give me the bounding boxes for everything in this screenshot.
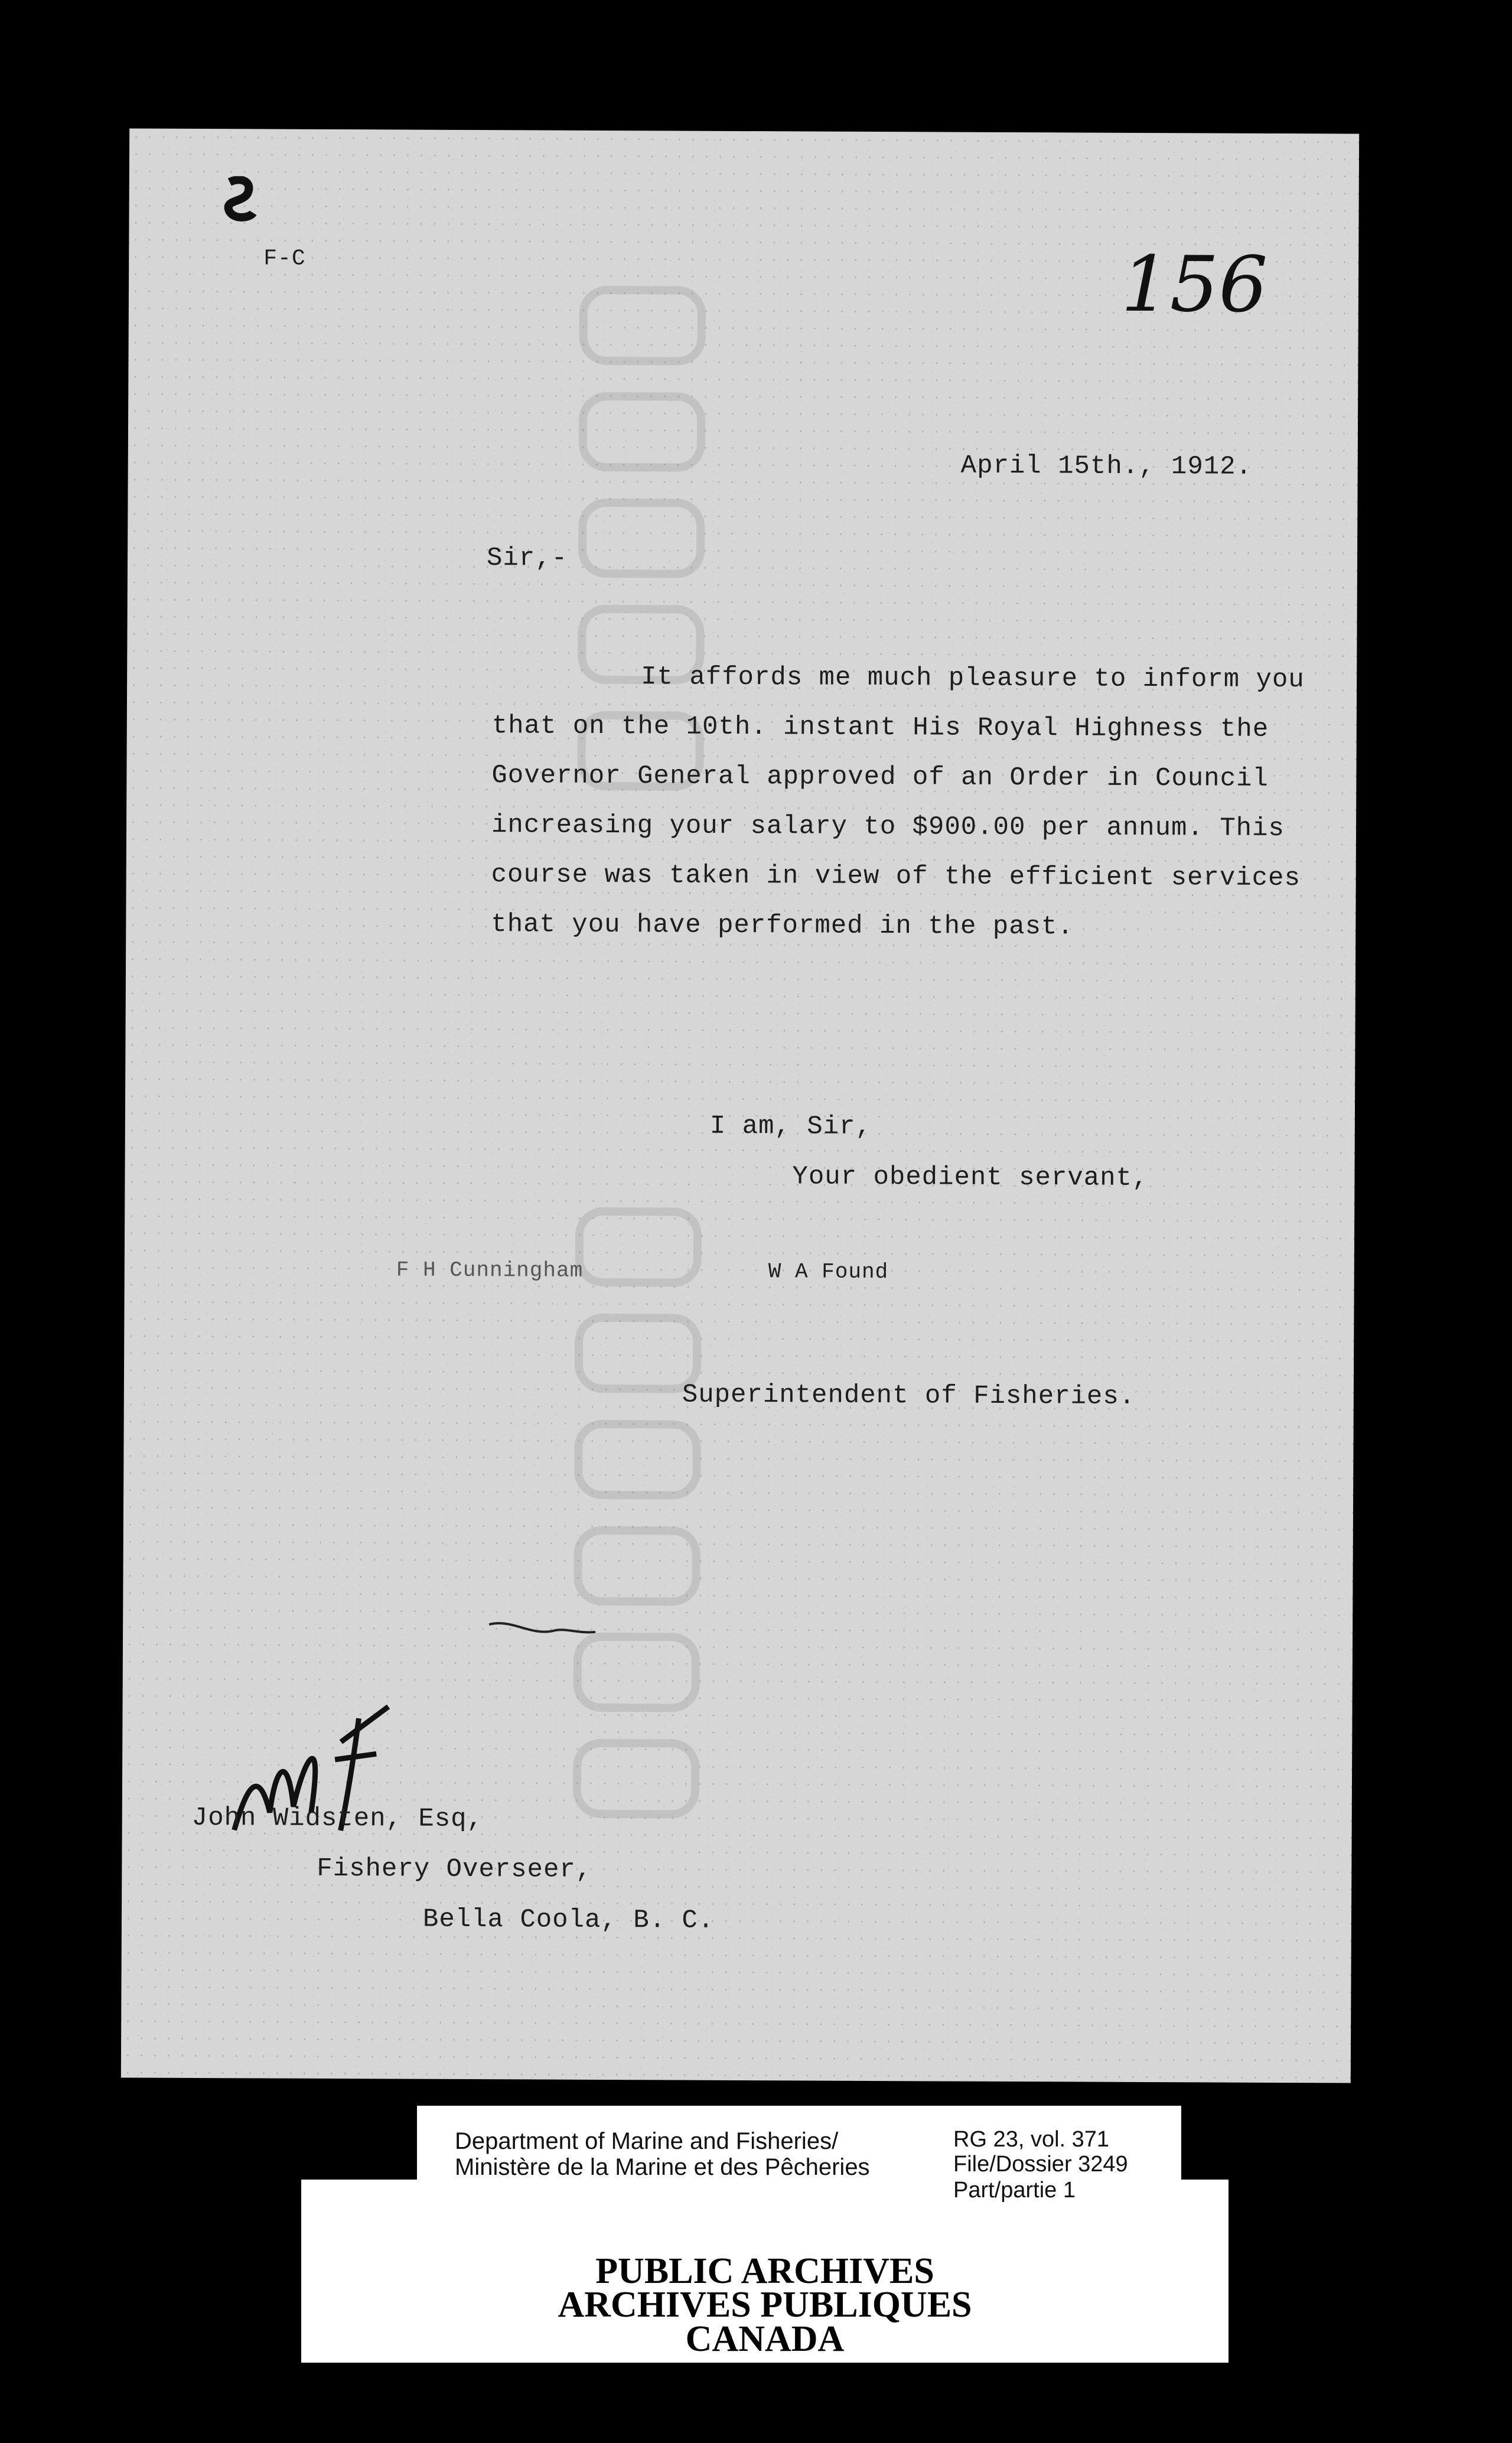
archive-label-card bbox=[417, 2106, 1181, 2245]
letter-date: April 15th., 1912. bbox=[960, 451, 1253, 482]
salutation: Sir,- bbox=[486, 543, 568, 574]
addressee-title: Fishery Overseer, bbox=[317, 1854, 592, 1885]
signatory-title: Superintendent of Fisheries. bbox=[682, 1380, 1136, 1412]
reference-volume: RG 23, vol. 371 bbox=[953, 2127, 1110, 2152]
addressee-name: John Widsten, Esq, bbox=[191, 1803, 484, 1835]
reference-part: Part/partie 1 bbox=[953, 2178, 1076, 2203]
body-line-3: Governor General approved of an Order in Council bbox=[491, 761, 1269, 794]
archives-name-en: PUBLIC ARCHIVES bbox=[595, 2251, 934, 2291]
addressee-location: Bella Coola, B. C. bbox=[422, 1904, 715, 1936]
archives-name-fr: ARCHIVES PUBLIQUES bbox=[558, 2285, 972, 2325]
initials-right: W A Found bbox=[768, 1259, 889, 1285]
ink-mark-icon bbox=[218, 176, 259, 223]
reference-file: File/Dossier 3249 bbox=[953, 2152, 1128, 2177]
page-number-handwritten: 156 bbox=[1120, 239, 1268, 330]
letter-sheet bbox=[121, 128, 1359, 2083]
body-line-4: increasing your salary to $900.00 per annum. This bbox=[491, 810, 1285, 844]
body-line-6: that you have performed in the past. bbox=[491, 910, 1074, 942]
closing-line-2: Your obedient servant, bbox=[792, 1162, 1149, 1194]
closing-line-1: I am, Sir, bbox=[709, 1111, 872, 1142]
file-code: F-C bbox=[263, 246, 306, 272]
department-en: Department of Marine and Fisheries/ bbox=[455, 2128, 839, 2154]
body-line-2: that on the 10th. instant His Royal Highness the bbox=[491, 711, 1269, 744]
archives-country: CANADA bbox=[685, 2319, 845, 2359]
pen-scribble-icon bbox=[483, 1607, 601, 1654]
initials-left: F H Cunningham bbox=[396, 1258, 584, 1283]
body-line-1: It affords me much pleasure to inform you bbox=[641, 662, 1305, 695]
department-fr: Ministère de la Marine et des Pêcheries bbox=[455, 2154, 870, 2180]
body-line-5: course was taken in view of the efficient services bbox=[491, 860, 1301, 894]
